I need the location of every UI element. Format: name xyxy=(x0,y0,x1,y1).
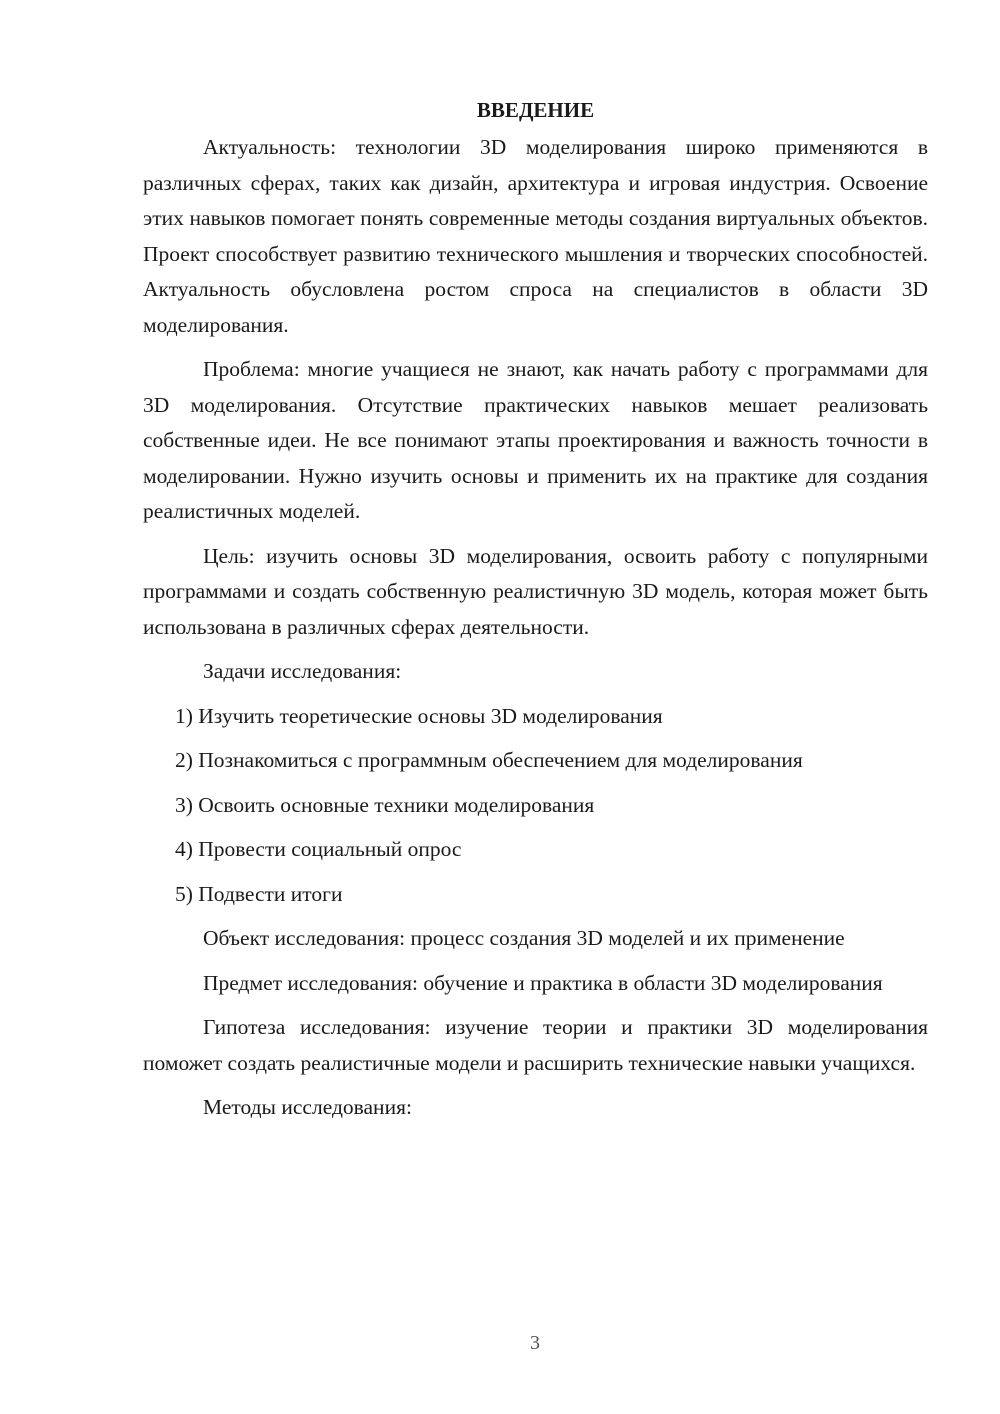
hypothesis-paragraph: Гипотеза исследования: изучение теории и практики 3D моделирования поможет создать реалистичные модели и расширить технические навыки учащихся. xyxy=(143,1015,928,1075)
subject-paragraph: Предмет исследования: обучение и практика в области 3D моделирования xyxy=(203,970,883,995)
page-title: ВВЕДЕНИЕ xyxy=(476,98,595,122)
tasks-list xyxy=(143,699,928,913)
task-item: 5) Подвести итоги xyxy=(175,881,343,906)
relevance-paragraph: Актуальность: технологии 3D моделирования широко применяются в различных сферах, таких как дизайн, архитектура и игровая индустрия. Освоение этих навыков помогает понять современные методы создания виртуальных объектов. Проект способствует развитию технического мышления и творческих способностей. Актуальность обусловлена ростом спроса на специалистов в области 3D моделирования. xyxy=(143,135,928,337)
task-item: 4) Провести социальный опрос xyxy=(175,837,462,861)
object-paragraph: Объект исследования: процесс создания 3D моделей и их применение xyxy=(203,926,845,950)
goal-paragraph: Цель: изучить основы 3D моделирования, освоить работу с популярными программами и создать собственную реалистичную 3D модель, которая может быть использована в различных сферах деятельности. xyxy=(143,543,928,639)
tasks-label: Задачи исследования: xyxy=(203,659,402,683)
task-item: 3) Освоить основные техники моделирования xyxy=(175,792,595,817)
methods-label: Методы исследования: xyxy=(203,1095,412,1119)
page-number: 3 xyxy=(530,1332,540,1354)
document-page xyxy=(143,92,928,1135)
problem-paragraph: Проблема: многие учащиеся не знают, как начать работу с программами для 3D моделирования. Отсутствие практических навыков мешает реализовать собственные идеи. Не все понимают этапы проектирования и важность точности в моделировании. Нужно изучить основы и применить их на практике для создания реалистичных моделей. xyxy=(143,357,928,523)
task-item: 2) Познакомиться с программным обеспечением для моделирования xyxy=(175,748,803,772)
task-item: 1) Изучить теоретические основы 3D моделирования xyxy=(175,703,663,728)
